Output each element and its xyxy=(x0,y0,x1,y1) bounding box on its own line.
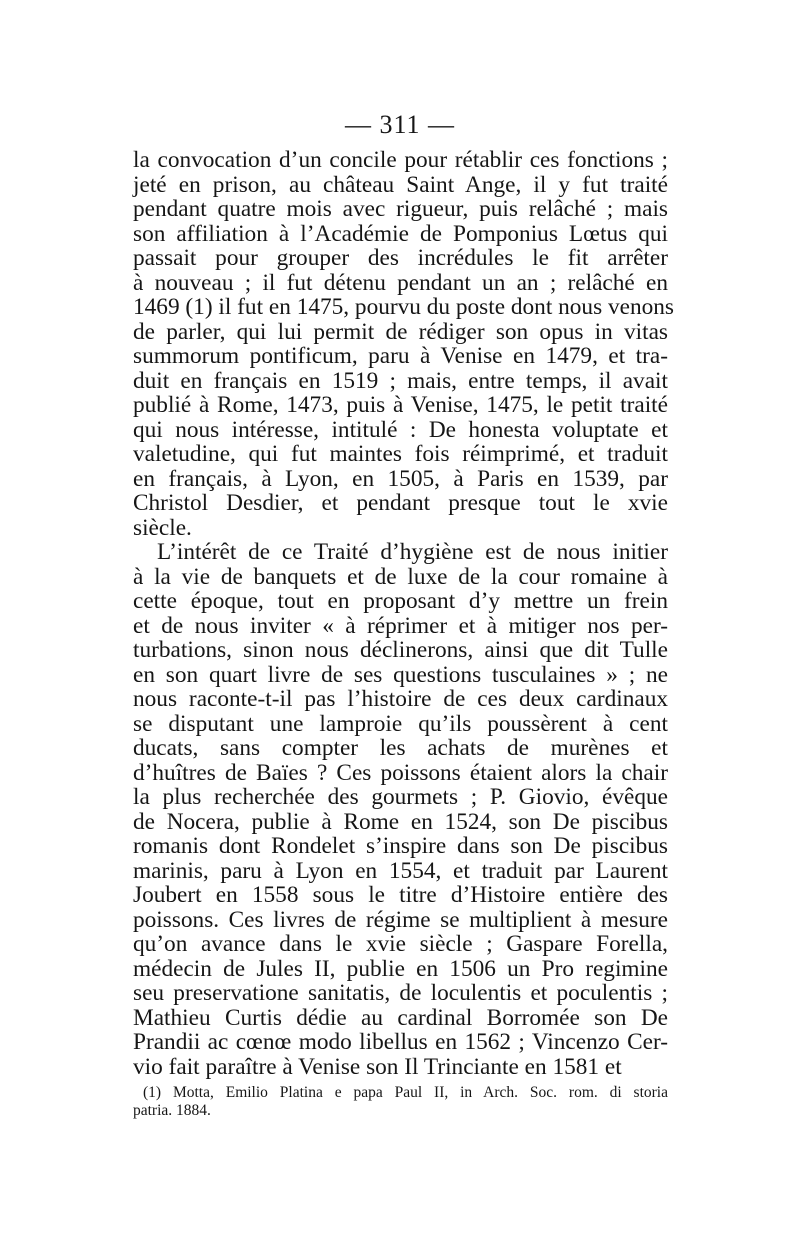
text-line: en français, à Lyon, en 1505, à Paris en 1539, par xyxy=(133,465,668,492)
text-line: à la vie de banquets et de luxe de la cour romaine à xyxy=(133,563,668,590)
text-line: valetudine, qui fut maintes fois réimprimé, et traduit xyxy=(133,441,668,467)
text-line: médecin de Jules II, publie en 1506 un Pro regimine xyxy=(133,955,668,982)
page-number: — 311 — xyxy=(344,110,456,139)
text-line: en son quart livre de ses questions tusculaines » ; ne xyxy=(133,661,668,688)
text-line: pendant quatre mois avec rigueur, puis relâché ; mais xyxy=(133,196,668,222)
text-line: qu’on avance dans le xvie siècle ; Gaspare Forella, xyxy=(133,931,668,957)
text-line: duit en français en 1519 ; mais, entre temps, il avait xyxy=(133,367,668,394)
text-line: passait pour grouper des incrédules le fit arrêter xyxy=(133,245,668,271)
text-line: romanis dont Rondelet s’inspire dans son De piscibus xyxy=(133,833,668,859)
text-line: la convocation d’un concile pour rétablir ces fonctions ; xyxy=(133,147,668,173)
footnote-line: patria. 1884. xyxy=(133,1102,211,1119)
text-line: se disputant une lamproie qu’ils poussèrent à cent xyxy=(133,710,668,737)
text-line: Mathieu Curtis dédie au cardinal Borromée son De xyxy=(133,1004,668,1031)
text-line: et de nous inviter « à réprimer et à mitiger nos per- xyxy=(133,612,668,639)
text-line: ducats, sans compter les achats de murènes et xyxy=(133,735,668,761)
text-line: Christol Desdier, et pendant presque tout le xvie xyxy=(133,490,668,516)
text-line: d’huîtres de Baïes ? Ces poissons étaient alors la chair xyxy=(133,759,668,786)
text-line: de parler, qui lui permit de rédiger son opus in vitas xyxy=(133,318,668,345)
text-line: marinis, paru à Lyon en 1554, et traduit par Laurent xyxy=(133,857,668,884)
text-line: cette époque, tout en proposant d’y mettre un frein xyxy=(133,588,668,614)
text-line: 1469 (1) il fut en 1475, pourvu du poste dont nous venons xyxy=(133,294,674,320)
text-line: turbations, sinon nous déclinerons, ainsi que dit Tulle xyxy=(133,637,668,663)
footnote-line: (1) Motta, Emilio Platina e papa Paul II, in Arch. Soc. rom. di storia xyxy=(143,1084,668,1101)
text-line: son affiliation à l’Académie de Pomponius Lœtus qui xyxy=(133,220,668,247)
text-line: Prandii ac cœnœ modo libellus en 1562 ; Vincenzo Cer- xyxy=(133,1029,668,1055)
text-line: vio fait paraître à Venise son Il Trinciante en 1581 et xyxy=(133,1053,622,1080)
text-line: summorum pontificum, paru à Venise en 1479, et tra- xyxy=(133,343,668,369)
text-line: publié à Rome, 1473, puis à Venise, 1475, le petit traité xyxy=(133,392,668,418)
text-line: la plus recherchée des gourmets ; P. Giovio, évêque xyxy=(133,784,668,810)
text-line: poissons. Ces livres de régime se multiplient à mesure xyxy=(133,906,668,933)
text-line: Joubert en 1558 sous le titre d’Histoire entière des xyxy=(133,882,668,908)
text-line: siècle. xyxy=(133,514,192,541)
text-line: L’intérêt de ce Traité d’hygiène est de nous initier xyxy=(157,539,668,565)
footnote xyxy=(133,1084,668,1120)
text-line: qui nous intéresse, intitulé : De honesta voluptate et xyxy=(133,416,668,443)
text-line: nous raconte-t-il pas l’histoire de ces deux cardinaux xyxy=(133,686,668,712)
body-text xyxy=(133,147,674,1080)
text-line: seu preservatione sanitatis, de loculentis et poculentis ; xyxy=(133,980,668,1006)
text-line: jeté en prison, au château Saint Ange, il y fut traité xyxy=(133,171,668,198)
text-line: à nouveau ; il fut détenu pendant un an ; relâché en xyxy=(133,269,668,296)
text-line: de Nocera, publie à Rome en 1524, son De piscibus xyxy=(133,808,668,835)
